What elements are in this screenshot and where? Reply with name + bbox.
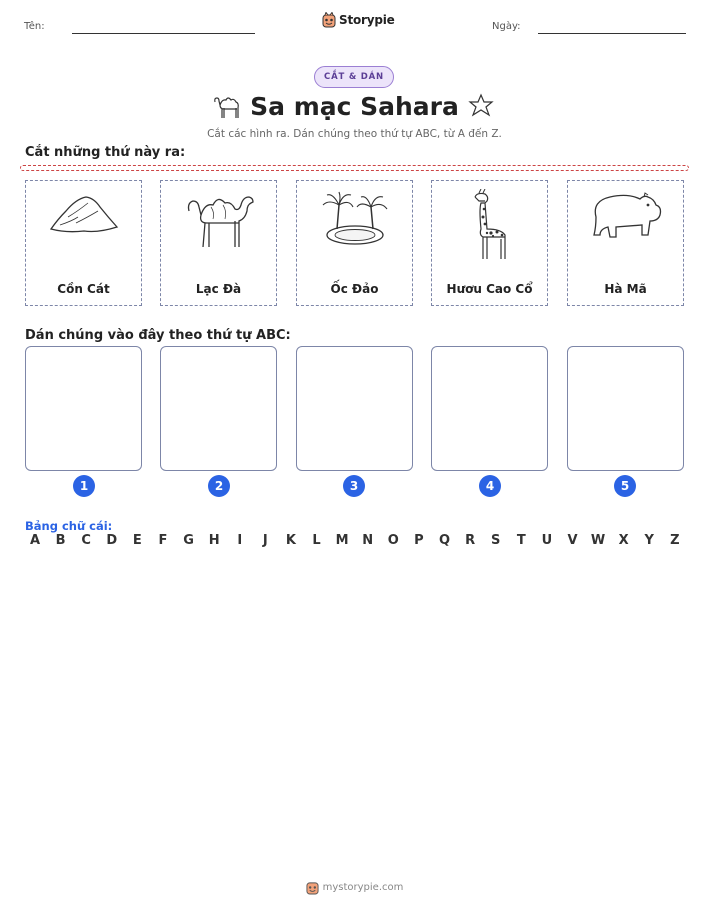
alphabet-letter: C <box>81 533 91 548</box>
cut-line <box>20 165 689 171</box>
name-line[interactable] <box>72 33 255 34</box>
number-badge-1: 1 <box>73 475 95 497</box>
alphabet-letter: X <box>618 533 629 548</box>
cut-card-camel[interactable] <box>160 180 277 306</box>
footer-link[interactable]: mystorypie.com <box>322 882 404 893</box>
storypie-mascot-icon <box>322 12 336 28</box>
instructions: Cắt các hình ra. Dán chúng theo thứ tự ABC, từ A đến Z. <box>207 128 502 140</box>
cut-card-oasis[interactable] <box>296 180 413 306</box>
alphabet-title: Bảng chữ cái: <box>25 519 113 533</box>
alphabet-letter: R <box>465 533 476 548</box>
alphabet-letter: N <box>362 533 374 548</box>
paste-box-1[interactable] <box>25 346 142 471</box>
storypie-logo <box>322 12 395 28</box>
activity-badge: CẮT & DÁN <box>314 66 394 88</box>
sand-dune-icon <box>48 189 120 239</box>
card-label: Ốc Đảo <box>330 282 379 296</box>
alphabet-letter: A <box>29 533 41 548</box>
alphabet-letter: F <box>158 533 168 548</box>
alphabet-letter: E <box>132 533 142 548</box>
paste-heading: Dán chúng vào đây theo thứ tự ABC: <box>25 328 291 343</box>
cut-card-hippo[interactable] <box>567 180 684 306</box>
alphabet-letter: W <box>590 533 606 548</box>
cut-heading: Cắt những thứ này ra: <box>25 145 186 160</box>
paste-box-5[interactable] <box>567 346 684 471</box>
paste-box-4[interactable] <box>431 346 548 471</box>
alphabet-letter: P <box>414 533 424 548</box>
number-badge-4: 4 <box>479 475 501 497</box>
cut-card-giraffe[interactable] <box>431 180 548 306</box>
alphabet-letter: S <box>491 533 501 548</box>
alphabet-letter: Y <box>644 533 654 548</box>
alphabet-letter: U <box>541 533 553 548</box>
logo-text: Storypie <box>339 13 395 27</box>
giraffe-icon <box>465 189 515 261</box>
alphabet-letter: D <box>106 533 118 548</box>
alphabet-letter: G <box>183 533 194 548</box>
alphabet-letter: K <box>285 533 296 548</box>
card-label: Hà Mã <box>604 282 647 296</box>
alphabet-letter: Z <box>670 533 680 548</box>
alphabet-letter: T <box>516 533 526 548</box>
number-badge-3: 3 <box>343 475 365 497</box>
card-label: Cồn Cát <box>57 282 110 296</box>
alphabet-letter: O <box>387 533 399 548</box>
page-title: Sa mạc Sahara <box>250 92 459 121</box>
camel-icon <box>181 189 257 253</box>
storypie-mascot-icon <box>306 880 319 895</box>
name-label: Tên: <box>24 21 45 32</box>
alphabet-letter: B <box>55 533 66 548</box>
card-label: Lạc Đà <box>195 282 242 296</box>
alphabet-letter: Q <box>438 533 451 548</box>
oasis-icon <box>319 189 391 249</box>
cut-card-sand-dune[interactable] <box>25 180 142 306</box>
date-label: Ngày: <box>492 21 521 32</box>
hippo-icon <box>588 189 664 241</box>
alphabet-letter: V <box>567 533 578 548</box>
star-decoration-icon <box>466 93 496 119</box>
alphabet-letter: L <box>312 533 321 548</box>
alphabet-letter: I <box>237 533 243 548</box>
card-label: Hươu Cao Cổ <box>446 282 533 296</box>
alphabet-letter: H <box>208 533 220 548</box>
alphabet-letter: M <box>335 533 349 548</box>
alphabet-row <box>25 533 685 548</box>
date-line[interactable] <box>538 33 686 34</box>
alphabet-letter: J <box>262 533 268 548</box>
paste-box-2[interactable] <box>160 346 277 471</box>
paste-box-3[interactable] <box>296 346 413 471</box>
number-badge-5: 5 <box>614 475 636 497</box>
footer <box>0 880 709 895</box>
number-badge-2: 2 <box>208 475 230 497</box>
